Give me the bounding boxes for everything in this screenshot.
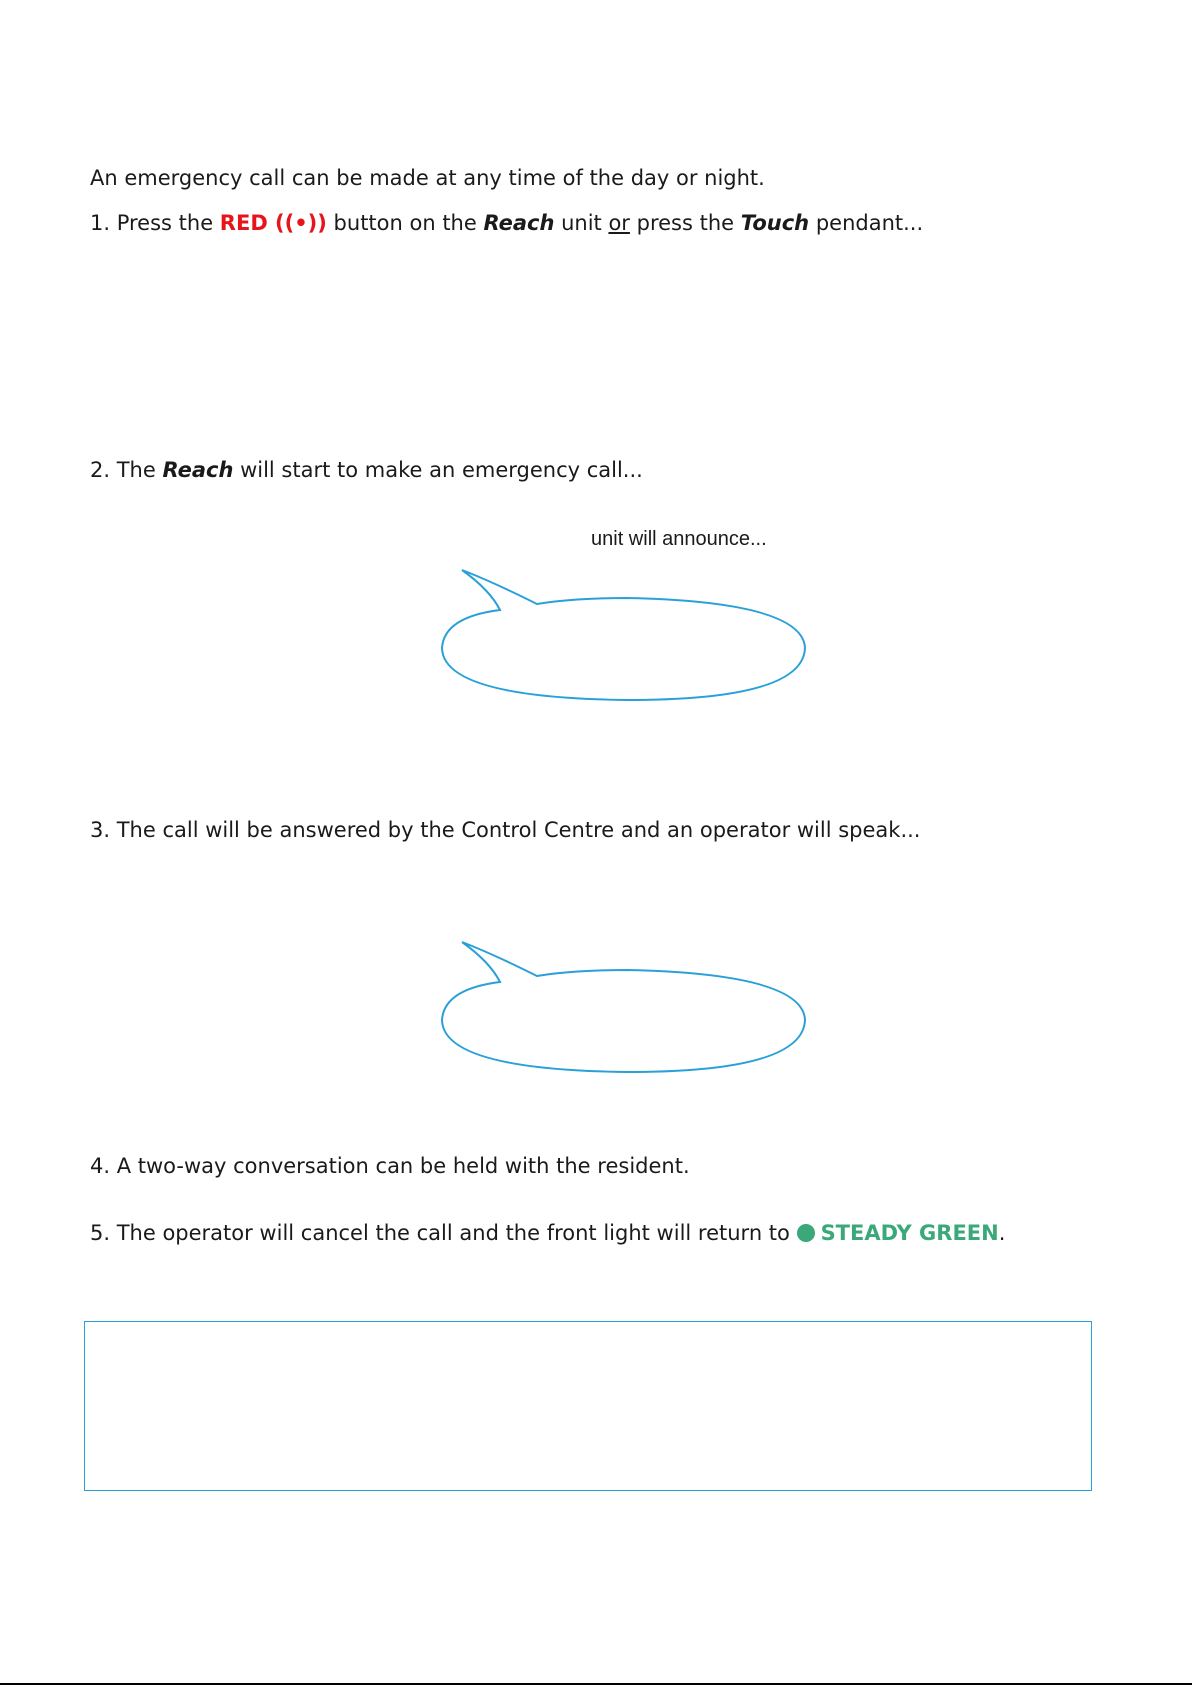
speech-bubble-announce bbox=[438, 562, 810, 706]
red-button-label: RED ((•)) bbox=[219, 211, 327, 235]
step-2-suffix: will start to make an emergency call... bbox=[233, 458, 643, 482]
step-1-text: press the bbox=[629, 211, 741, 235]
step-1-text: button on the bbox=[326, 211, 484, 235]
touch-product-name: Touch bbox=[740, 211, 810, 235]
step-4: 4. A two-way conversation can be held with the resident. bbox=[90, 1154, 690, 1178]
reach-product-name: Reach bbox=[483, 211, 555, 235]
green-light-icon bbox=[797, 1224, 815, 1242]
step-5 bbox=[90, 1218, 1005, 1248]
note-box bbox=[84, 1321, 1092, 1491]
intro-text: An emergency call can be made at any time of the day or night. bbox=[90, 166, 765, 190]
or-underlined: or bbox=[608, 211, 630, 235]
step-2-prefix: 2. The bbox=[90, 458, 163, 482]
bubble-caption: unit will announce... bbox=[591, 528, 767, 550]
steady-green-status: STEADY GREEN bbox=[820, 1221, 999, 1245]
step-3: 3. The call will be answered by the Control Centre and an operator will speak... bbox=[90, 818, 921, 842]
step-1-prefix: 1. Press the bbox=[90, 211, 220, 235]
step-1 bbox=[90, 208, 923, 238]
reach-product-name: Reach bbox=[162, 458, 234, 482]
step-1-text: unit bbox=[554, 211, 609, 235]
step-5-prefix: 5. The operator will cancel the call and the front light will return to bbox=[90, 1221, 797, 1245]
step-5-suffix: . bbox=[998, 1221, 1006, 1245]
step-1-suffix: pendant... bbox=[809, 211, 924, 235]
step-2 bbox=[90, 455, 643, 485]
speech-bubble-operator bbox=[438, 934, 810, 1078]
